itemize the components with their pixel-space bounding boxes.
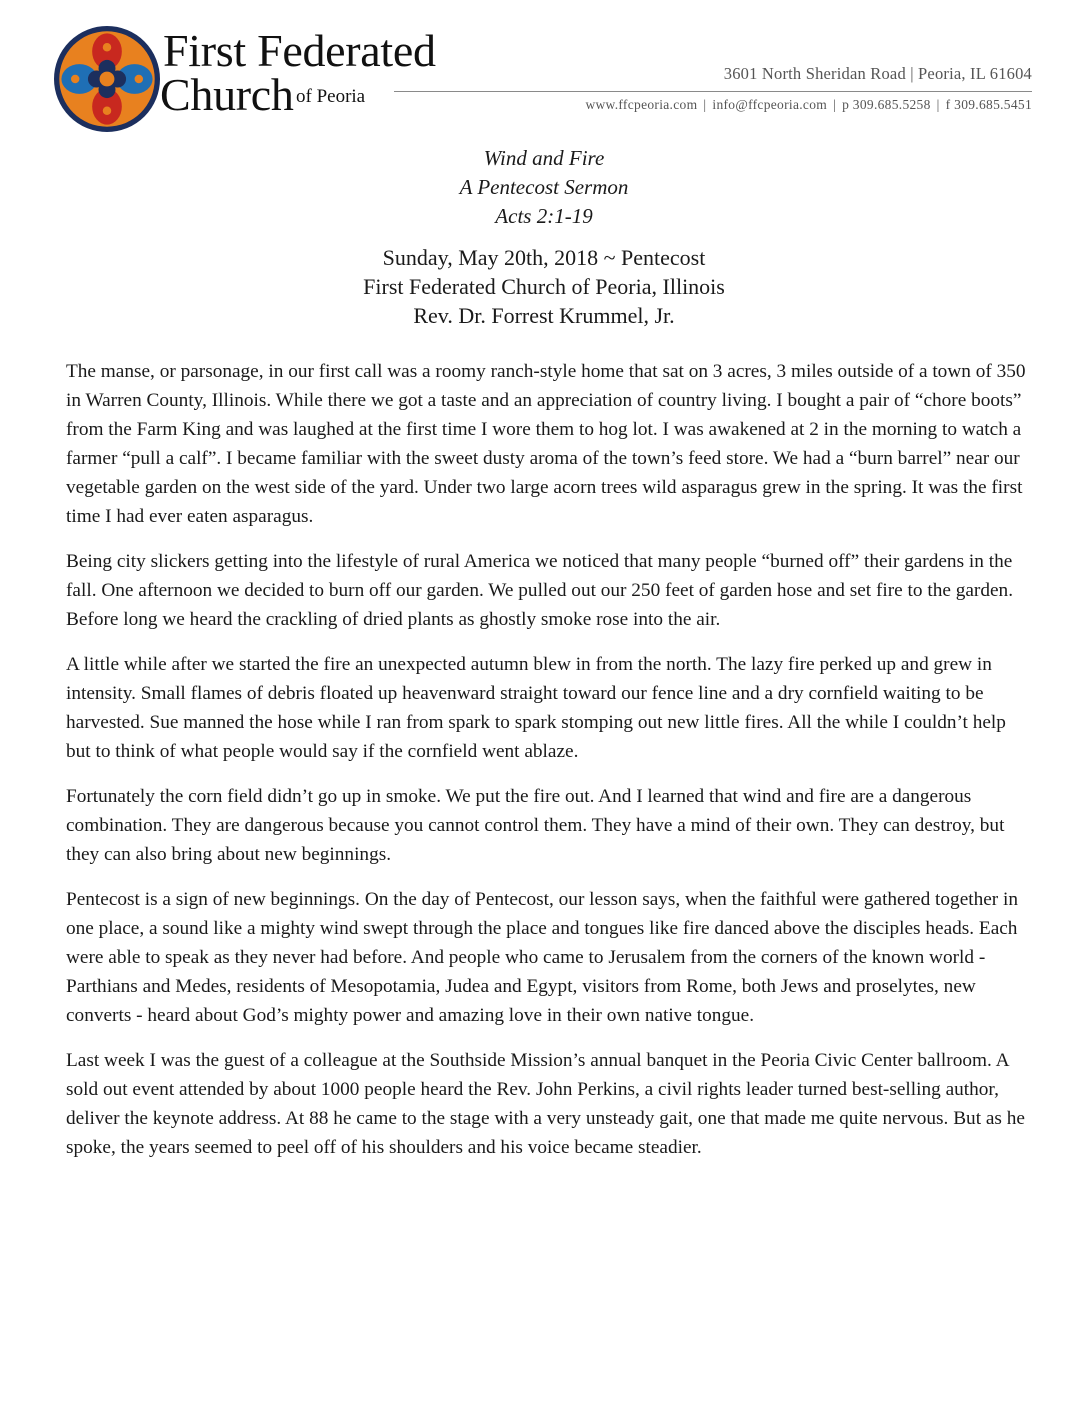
fax-number: f 309.685.5451: [945, 97, 1032, 112]
org-name-line1: First Federated: [163, 25, 436, 76]
org-name-line2: Church: [160, 69, 294, 120]
body-paragraph: Being city slickers getting into the lifestyle of rural America we noticed that many people “burned off” their gardens in the fall. One afternoon we decided to burn off our garden. We pulled out our 250 feet of garden hose and set fire to the garden. Before long we heard the crackling of dried plants as ghostly smoke rose into the air.: [66, 551, 1014, 630]
church-window-cross-icon: [54, 26, 160, 132]
body-paragraph: Last week I was the guest of a colleague at the Southside Mission’s annual banquet in the Peoria Civic Center ballroom. A sold out event attended by about 1000 people heard the Rev. John Perkins, a civil rights leader turned best-selling author, deliver the keynote address. At 88 he came to the stage with a very unsteady gait, one that made me quite nervous. But as he spoke, the years seemed to peel off of his shoulders and his voice became steadier.: [66, 1050, 1025, 1158]
sermon-scripture: Acts 2:1-19: [495, 204, 593, 228]
contact-info: www.ffcpeoria.com | info@ffcpeoria.com | p 309.685.5258 | f 309.685.5451: [585, 97, 1032, 112]
sermon-date: Sunday, May 20th, 2018 ~ Pentecost: [382, 245, 706, 270]
sermon-preacher: Rev. Dr. Forrest Krummel, Jr.: [413, 303, 675, 328]
body-paragraph: Pentecost is a sign of new beginnings. On the day of Pentecost, our lesson says, when the faithful were gathered together in one place, a sound like a mighty wind swept through the place and tongues like fire danced above the disciples heads. Each were able to speak as they never had before. And people who came to Jerusalem from the corners of the known world - Parthians and Medes, residents of Mesopotamia, Judea and Egypt, visitors from Rome, both Jews and proselytes, new converts - heard about God’s mighty power and amazing love in their own native tongue.: [66, 889, 1019, 1026]
sermon-body: [66, 357, 1026, 1178]
org-name-suffix: of Peoria: [296, 86, 366, 107]
phone-number: p 309.685.5258: [842, 97, 931, 112]
sermon-location: First Federated Church of Peoria, Illinois: [363, 274, 725, 299]
church-address: 3601 North Sheridan Road | Peoria, IL 61604: [723, 64, 1032, 83]
header-divider: [394, 91, 1032, 92]
email-link[interactable]: info@ffcpeoria.com: [712, 97, 828, 112]
body-paragraph: The manse, or parsonage, in our first call was a roomy ranch-style home that sat on 3 acres, 3 miles outside of a town of 350 in Warren County, Illinois. While there we got a taste and an appreciation of country living. I bought a pair of “chore boots” from the Farm King and was laughed at the first time I wore them to hog lot. I was awakened at 2 in the morning to watch a farmer “pull a calf”. I became familiar with the sweet dusty aroma of the town’s feed store. We had a “burn barrel” near our vegetable garden on the west side of the yard. Under two large acorn trees wild asparagus grew in the spring. It was the first time I had ever eaten asparagus.: [66, 361, 1026, 527]
website-link[interactable]: www.ffcpeoria.com: [585, 97, 698, 112]
body-paragraph: Fortunately the corn field didn’t go up in smoke. We put the fire out. And I learned that wind and fire are a dangerous combination. They are dangerous because you cannot control them. They have a mind of their own. They can destroy, but they can also bring about new beginnings.: [66, 786, 1005, 865]
sermon-subtitle: A Pentecost Sermon: [459, 175, 629, 199]
sermon-title-block: [0, 144, 1088, 231]
body-paragraph: A little while after we started the fire an unexpected autumn blew in from the north. The lazy fire perked up and grew in intensity. Small flames of debris floated up heavenward straight toward our fence line and a dry cornfield waiting to be harvested. Sue manned the hose while I ran from spark to spark stomping out new little fires. All the while I couldn’t help but to think of what people would say if the cornfield went ablaze.: [66, 654, 1006, 762]
sermon-meta-block: [0, 243, 1088, 330]
sermon-title: Wind and Fire: [483, 146, 605, 170]
